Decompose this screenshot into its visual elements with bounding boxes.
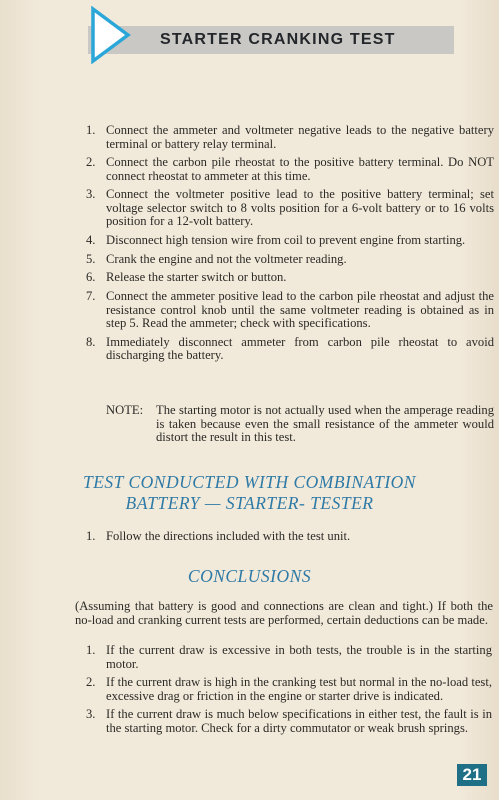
item-number: 8. [86,334,96,349]
item-number: 5. [86,251,96,266]
conclusions-intro: (Assuming that battery is good and connections are clean and tight.) If both the no-load and cranking current tests are performed, certain deductions can be made. [75,599,493,627]
item-text: Crank the engine and not the voltmeter reading. [106,251,347,266]
list-item [86,530,494,544]
item-text: Immediately disconnect ammeter from carbon pile rheostat to avoid discharging the battery. [106,334,494,363]
section-heading-combination [0,472,499,514]
list-item [86,644,492,671]
steps-list [86,124,494,368]
list-item [86,188,494,229]
item-text: Connect the ammeter positive lead to the carbon pile rheostat and adjust the resistance control knob until the same voltmeter reading is obtained as in step 5. Read the ammeter; check with specifications. [106,289,494,331]
item-text: Connect the voltmeter positive lead to the positive battery terminal; set voltage selector switch to 8 volts position for a 6-volt battery or to 16 volts position for a 12-volt battery. [106,187,494,229]
item-number: 6. [86,270,96,285]
item-number: 1. [86,643,96,657]
play-arrow-icon [90,6,132,64]
item-text: Follow the directions included with the test unit. [106,529,351,543]
item-number: 3. [86,707,96,722]
item-text: If the current draw is excessive in both tests, the trouble is in the starting motor. [106,643,492,671]
item-number: 3. [86,187,96,202]
item-number: 1. [86,123,96,137]
combination-steps-list [86,530,494,549]
list-item [86,234,494,248]
item-text: Release the starter switch or button. [106,270,287,285]
list-item [86,290,494,331]
list-item [86,124,494,151]
item-text: If the current draw is much below specifications in either test, the fault is in the starting motor. Check for a dirty commutator or weak brush springs. [106,707,492,735]
page-number: 21 [457,764,487,786]
heading-line: TEST CONDUCTED WITH COMBINATION [83,472,416,492]
section-heading-conclusions: CONCLUSIONS [187,566,312,586]
item-number: 2. [86,155,96,170]
list-item [86,271,494,285]
item-number: 1. [86,529,96,543]
list-item [86,676,492,703]
item-number: 7. [86,289,96,304]
page-title: STARTER CRANKING TEST [160,31,396,48]
list-item [86,156,494,183]
item-number: 4. [86,233,96,248]
note-label: NOTE: [106,403,144,417]
item-text: If the current draw is high in the cranking test but normal in the no-load test, excessive drag or friction in the engine or starter drive is indicated. [106,675,492,703]
list-item [86,253,494,267]
conclusions-list [86,644,492,741]
note-text: The starting motor is not actually used when the amperage reading is taken because even the small resistance of the ammeter would distort the result in this test. [156,403,494,444]
list-item [86,336,494,363]
item-text: Connect the carbon pile rheostat to the positive battery terminal. Do NOT connect rheostat to ammeter at this time. [106,155,494,183]
item-text: Disconnect high tension wire from coil to prevent engine from starting. [106,233,466,248]
heading-line: BATTERY — STARTER- TESTER [125,493,374,513]
item-text: Connect the ammeter and voltmeter negative leads to the negative battery terminal or battery relay terminal. [106,123,494,151]
item-number: 2. [86,675,96,690]
list-item [86,708,492,735]
